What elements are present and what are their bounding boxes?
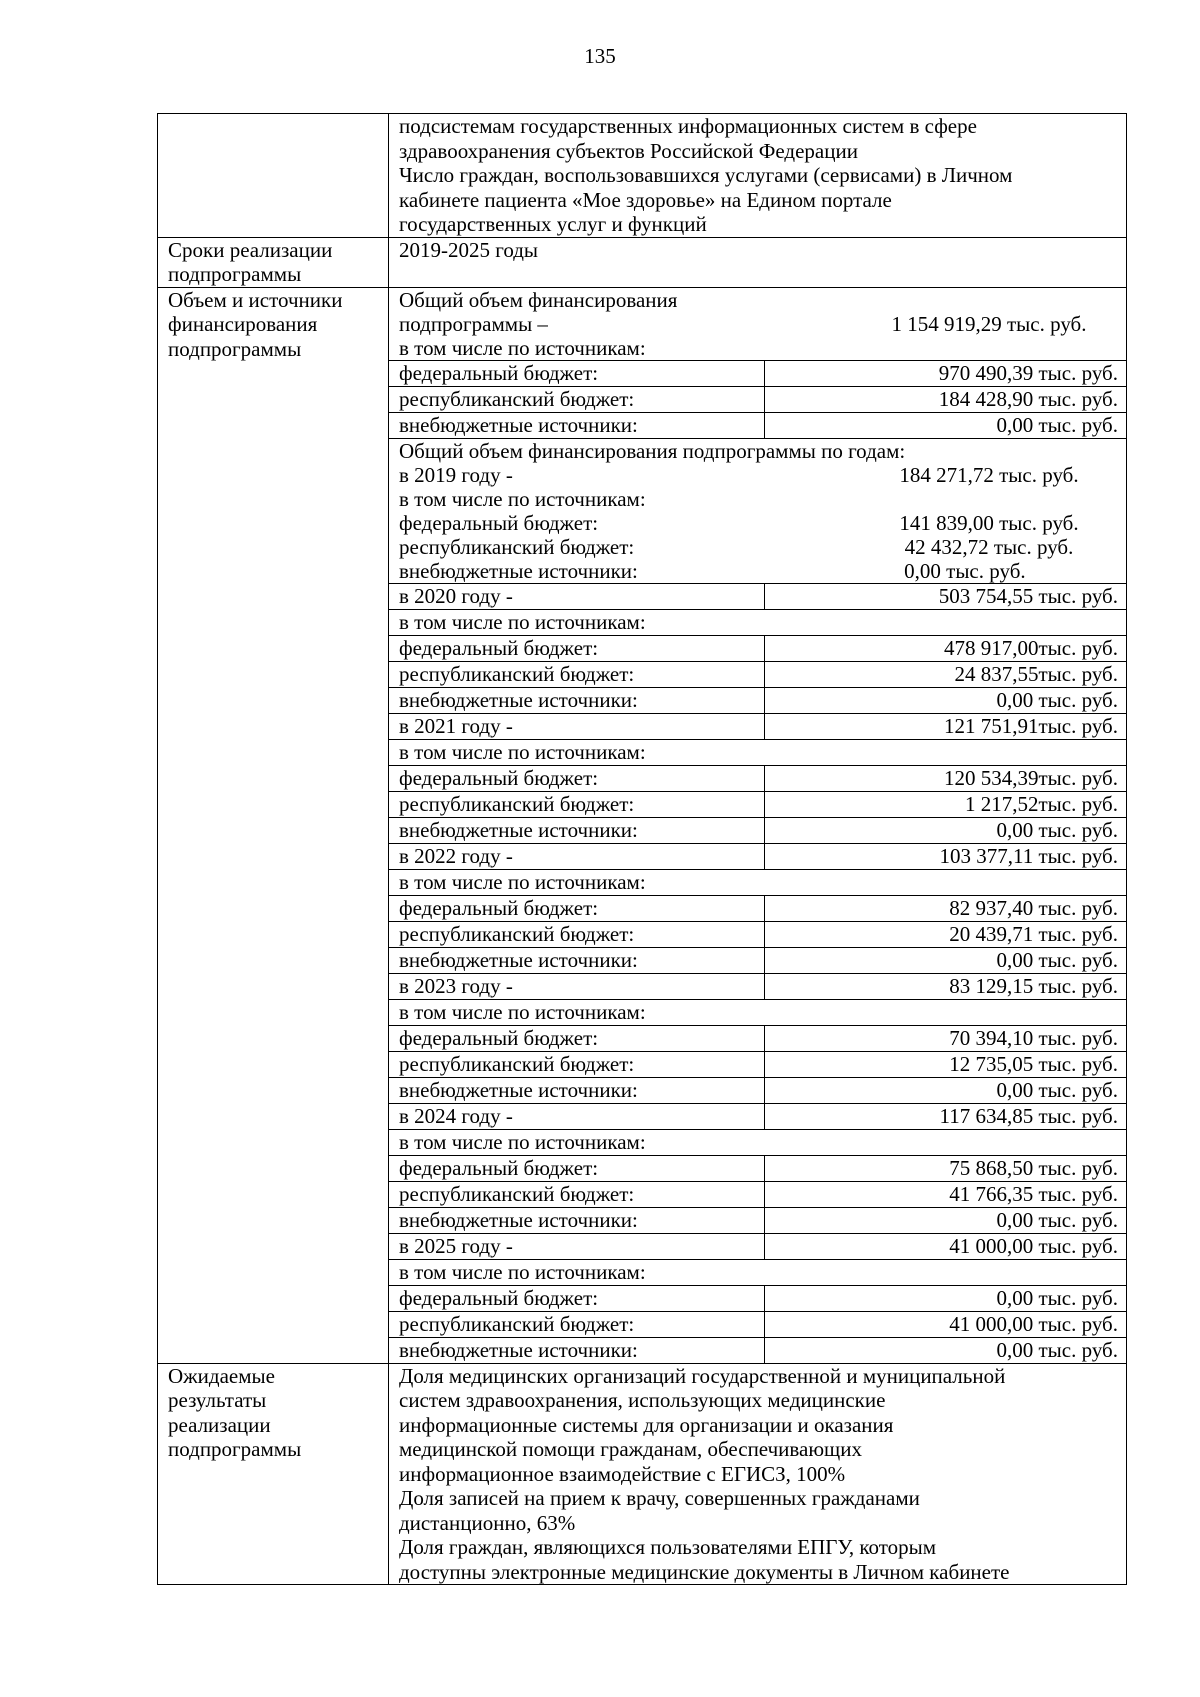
totals-sources bbox=[389, 360, 1126, 438]
amount-row bbox=[389, 583, 1126, 609]
finance-total-block bbox=[389, 288, 1126, 360]
text-line: доступны электронные медицинские документы в Личном кабинете bbox=[399, 1559, 1010, 1584]
text-line: государственных услуг и функций bbox=[399, 212, 707, 236]
by-sources-label: в том числе по источникам: bbox=[389, 999, 1126, 1025]
amount-value: 41 766,35 тыс. руб. bbox=[949, 1181, 1118, 1206]
amount-row bbox=[389, 661, 1126, 687]
by-sources-label: в том числе по источникам: bbox=[399, 486, 646, 511]
year-2019-block bbox=[389, 438, 1126, 583]
source-label: республиканский бюджет: bbox=[399, 534, 635, 559]
amount-label: республиканский бюджет: bbox=[389, 922, 765, 947]
amount-value: 20 439,71 тыс. руб. bbox=[949, 921, 1118, 946]
amount-row bbox=[389, 921, 1126, 947]
amount-value: 0,00 тыс. руб. bbox=[996, 412, 1118, 437]
amount-row bbox=[389, 1207, 1126, 1233]
text-line: кабинете пациента «Мое здоровье» на Едином портале bbox=[399, 187, 892, 212]
terms-row bbox=[158, 237, 1127, 287]
amount-label: внебюджетные источники: bbox=[389, 413, 765, 438]
year-block bbox=[389, 843, 1126, 973]
amount-label: внебюджетные источники: bbox=[389, 688, 765, 713]
years-container bbox=[389, 583, 1126, 1363]
source-value: 141 839,00 тыс. руб. bbox=[899, 510, 1079, 535]
amount-row bbox=[389, 1051, 1126, 1077]
text-line: Доля записей на прием к врачу, совершенных гражданами bbox=[399, 1486, 920, 1510]
by-sources-label: в том числе по источникам: bbox=[389, 609, 1126, 635]
amount-row bbox=[389, 687, 1126, 713]
amount-value: 75 868,50 тыс. руб. bbox=[949, 1155, 1118, 1180]
results-content bbox=[389, 1363, 1127, 1585]
source-label: федеральный бюджет: bbox=[399, 510, 599, 535]
by-years-title: Общий объем финансирования подпрограммы по годам: bbox=[399, 438, 906, 463]
amount-value: 103 377,11 тыс. руб. bbox=[939, 843, 1118, 868]
amount-row bbox=[389, 1311, 1126, 1337]
finance-total-value: 1 154 919,29 тыс. руб. bbox=[891, 311, 1087, 336]
amount-value: 503 754,55 тыс. руб. bbox=[938, 583, 1118, 608]
source-value: 0,00 тыс. руб. bbox=[904, 558, 1026, 583]
amount-row bbox=[389, 765, 1126, 791]
label-line: результаты bbox=[168, 1388, 267, 1412]
year-block bbox=[389, 1233, 1126, 1363]
amount-label: республиканский бюджет: bbox=[389, 792, 765, 817]
amount-row bbox=[389, 1181, 1126, 1207]
amount-label: республиканский бюджет: bbox=[389, 1312, 765, 1337]
amount-label: республиканский бюджет: bbox=[389, 662, 765, 687]
amount-row bbox=[389, 361, 1126, 386]
amount-value: 184 428,90 тыс. руб. bbox=[938, 386, 1118, 411]
amount-label: в 2021 году - bbox=[389, 714, 765, 739]
results-label bbox=[158, 1363, 389, 1585]
year-block bbox=[389, 973, 1126, 1103]
text-line: информационные системы для организации и оказания bbox=[399, 1412, 894, 1437]
amount-row bbox=[389, 947, 1126, 973]
passport-table bbox=[157, 113, 1126, 1585]
text-line: информационное взаимодействие с ЕГИСЗ, 100% bbox=[399, 1461, 846, 1486]
finance-content bbox=[389, 287, 1127, 1363]
amount-label: внебюджетные источники: bbox=[389, 818, 765, 843]
amount-label: в 2022 году - bbox=[389, 844, 765, 869]
amount-label: в 2023 году - bbox=[389, 974, 765, 999]
amount-value: 970 490,39 тыс. руб. bbox=[938, 360, 1118, 385]
finance-total-title: Общий объем финансирования bbox=[399, 287, 678, 312]
year-label: в 2019 году - bbox=[399, 462, 513, 487]
amount-label: федеральный бюджет: bbox=[389, 1286, 765, 1311]
text-line: здравоохранения субъектов Российской Федерации bbox=[399, 138, 858, 163]
amount-label: внебюджетные источники: bbox=[389, 1078, 765, 1103]
finance-row bbox=[158, 287, 1127, 1363]
label-line: подпрограммы bbox=[168, 336, 302, 361]
amount-row bbox=[389, 1337, 1126, 1363]
amount-label: в 2025 году - bbox=[389, 1234, 765, 1259]
label-line: Сроки реализации bbox=[168, 237, 333, 262]
amount-label: внебюджетные источники: bbox=[389, 1338, 765, 1363]
amount-value: 82 937,40 тыс. руб. bbox=[949, 895, 1118, 920]
label-line: финансирования bbox=[168, 312, 318, 336]
label-line: реализации bbox=[168, 1412, 271, 1437]
year-block bbox=[389, 713, 1126, 843]
text-line: Доля медицинских организаций государственной и муниципальной bbox=[399, 1363, 1006, 1388]
year-block bbox=[389, 1103, 1126, 1233]
amount-row bbox=[389, 1025, 1126, 1051]
by-sources-label: в том числе по источникам: bbox=[399, 335, 646, 360]
amount-value: 121 751,91тыс. руб. bbox=[944, 713, 1118, 738]
amount-label: федеральный бюджет: bbox=[389, 1026, 765, 1051]
terms-value: 2019-2025 годы bbox=[389, 237, 1127, 287]
amount-row bbox=[389, 843, 1126, 869]
text-line: Число граждан, воспользовавшихся услугами (сервисами) в Личном bbox=[399, 163, 1013, 187]
by-sources-label: в том числе по источникам: bbox=[389, 739, 1126, 765]
text-line: медицинской помощи гражданам, обеспечивающих bbox=[399, 1437, 862, 1461]
amount-row bbox=[389, 1155, 1126, 1181]
amount-value: 83 129,15 тыс. руб. bbox=[949, 973, 1118, 998]
amount-value: 12 735,05 тыс. руб. bbox=[949, 1051, 1118, 1076]
amount-row bbox=[389, 1285, 1126, 1311]
by-sources-label: в том числе по источникам: bbox=[389, 1129, 1126, 1155]
amount-label: федеральный бюджет: bbox=[389, 361, 765, 386]
amount-value: 0,00 тыс. руб. bbox=[996, 1285, 1118, 1310]
amount-label: республиканский бюджет: bbox=[389, 387, 765, 412]
amount-label: федеральный бюджет: bbox=[389, 636, 765, 661]
page-number: 135 bbox=[584, 44, 616, 68]
indicators-row bbox=[158, 114, 1127, 238]
amount-row bbox=[389, 1233, 1126, 1259]
amount-label: федеральный бюджет: bbox=[389, 1156, 765, 1181]
amount-row bbox=[389, 973, 1126, 999]
amount-value: 0,00 тыс. руб. bbox=[996, 1077, 1118, 1102]
amount-row bbox=[389, 412, 1126, 438]
finance-total-label: подпрограммы – bbox=[399, 311, 548, 336]
source-label: внебюджетные источники: bbox=[399, 558, 638, 583]
text-line: подсистемам государственных информационных систем в сфере bbox=[399, 114, 977, 138]
indicators-label-cell bbox=[158, 114, 389, 238]
results-row bbox=[158, 1363, 1127, 1585]
amount-row bbox=[389, 1103, 1126, 1129]
amount-label: внебюджетные источники: bbox=[389, 1208, 765, 1233]
amount-row bbox=[389, 895, 1126, 921]
label-line: Объем и источники bbox=[168, 287, 343, 312]
amount-value: 1 217,52тыс. руб. bbox=[965, 791, 1118, 816]
amount-value: 24 837,55тыс. руб. bbox=[954, 661, 1118, 686]
amount-value: 70 394,10 тыс. руб. bbox=[949, 1025, 1118, 1050]
amount-label: внебюджетные источники: bbox=[389, 948, 765, 973]
amount-label: федеральный бюджет: bbox=[389, 896, 765, 921]
amount-value: 41 000,00 тыс. руб. bbox=[949, 1233, 1118, 1258]
text-line: систем здравоохранения, использующих медицинские bbox=[399, 1388, 886, 1412]
amount-row bbox=[389, 1077, 1126, 1103]
label-line: подпрограммы bbox=[168, 262, 302, 286]
terms-label bbox=[158, 237, 389, 287]
amount-row bbox=[389, 713, 1126, 739]
indicators-content bbox=[389, 114, 1127, 238]
finance-label bbox=[158, 287, 389, 1363]
amount-label: федеральный бюджет: bbox=[389, 766, 765, 791]
by-sources-label: в том числе по источникам: bbox=[389, 869, 1126, 895]
by-sources-label: в том числе по источникам: bbox=[389, 1259, 1126, 1285]
amount-value: 0,00 тыс. руб. bbox=[996, 687, 1118, 712]
amount-value: 0,00 тыс. руб. bbox=[996, 817, 1118, 842]
amount-label: республиканский бюджет: bbox=[389, 1052, 765, 1077]
amount-label: республиканский бюджет: bbox=[389, 1182, 765, 1207]
amount-value: 117 634,85 тыс. руб. bbox=[939, 1103, 1118, 1128]
amount-value: 0,00 тыс. руб. bbox=[996, 1337, 1118, 1362]
amount-row bbox=[389, 635, 1126, 661]
text-line: дистанционно, 63% bbox=[399, 1510, 576, 1535]
label-line: подпрограммы bbox=[168, 1437, 302, 1461]
amount-value: 120 534,39тыс. руб. bbox=[944, 765, 1118, 790]
amount-value: 41 000,00 тыс. руб. bbox=[949, 1311, 1118, 1336]
label-line: Ожидаемые bbox=[168, 1363, 275, 1388]
amount-value: 478 917,00тыс. руб. bbox=[944, 635, 1118, 660]
text-line: Доля граждан, являющихся пользователями ЕПГУ, которым bbox=[399, 1535, 937, 1559]
amount-value: 0,00 тыс. руб. bbox=[996, 1207, 1118, 1232]
year-value: 184 271,72 тыс. руб. bbox=[899, 462, 1079, 487]
amount-label: в 2024 году - bbox=[389, 1104, 765, 1129]
amount-value: 0,00 тыс. руб. bbox=[996, 947, 1118, 972]
amount-label: в 2020 году - bbox=[389, 584, 765, 609]
amount-row bbox=[389, 386, 1126, 412]
year-block bbox=[389, 583, 1126, 713]
amount-row bbox=[389, 791, 1126, 817]
amount-row bbox=[389, 817, 1126, 843]
source-value: 42 432,72 тыс. руб. bbox=[904, 534, 1074, 559]
